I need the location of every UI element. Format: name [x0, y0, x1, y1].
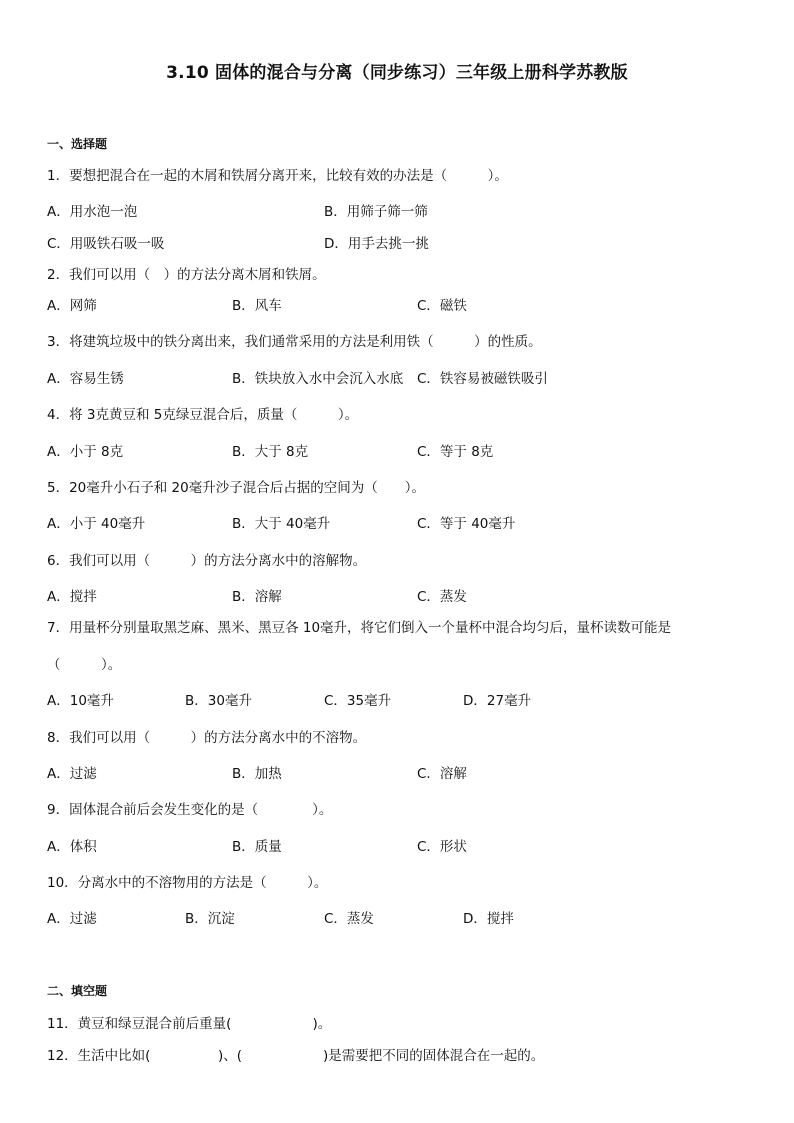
option-b[interactable]: B．沉淀 — [185, 911, 235, 927]
question-2: 2．我们可以用（ ）的方法分离木屑和铁屑。 — [47, 267, 326, 283]
question-10: 10．分离水中的不溶物用的方法是（ ）。 — [47, 875, 328, 891]
page-title: 3.10 固体的混合与分离（同步练习）三年级上册科学苏教版 — [166, 63, 628, 83]
option-b[interactable]: B．大于 40毫升 — [232, 516, 331, 532]
option-a[interactable]: A．用水泡一泡 — [47, 204, 138, 220]
question-5: 5．20毫升小石子和 20毫升沙子混合后占据的空间为（ ）。 — [47, 480, 425, 496]
option-b[interactable]: B．大于 8克 — [232, 444, 309, 460]
question-11: 11．黄豆和绿豆混合前后重量( )。 — [47, 1016, 332, 1032]
question-7: 7．用量杯分别量取黑芝麻、黑米、黑豆各 10毫升，将它们倒入一个量杯中混合均匀后，量杯读数可能是 — [47, 620, 672, 636]
option-a[interactable]: A．小于 8克 — [47, 444, 124, 460]
option-b[interactable]: B．加热 — [232, 766, 282, 782]
option-c[interactable]: C．用吸铁石吸一吸 — [47, 236, 165, 252]
option-c[interactable]: C．蒸发 — [324, 911, 374, 927]
option-a[interactable]: A．过滤 — [47, 911, 97, 927]
option-c[interactable]: C．磁铁 — [417, 298, 467, 314]
option-c[interactable]: C．35毫升 — [324, 693, 392, 709]
section-heading-choice: 一、选择题 — [47, 137, 108, 151]
option-b[interactable]: B．铁块放入水中会沉入水底 — [232, 371, 404, 387]
option-a[interactable]: A．容易生锈 — [47, 371, 124, 387]
question-1: 1．要想把混合在一起的木屑和铁屑分离开来，比较有效的办法是（ ）。 — [47, 168, 508, 184]
question-12: 12．生活中比如( )、( )是需要把不同的固体混合在一起的。 — [47, 1048, 545, 1064]
question-4: 4．将 3克黄豆和 5克绿豆混合后，质量（ ）。 — [47, 407, 359, 423]
question-6: 6．我们可以用（ ）的方法分离水中的溶解物。 — [47, 553, 367, 569]
option-c[interactable]: C．铁容易被磁铁吸引 — [417, 371, 548, 387]
option-b[interactable]: B．风车 — [232, 298, 282, 314]
option-c[interactable]: C．蒸发 — [417, 589, 467, 605]
question-7-continued: （ ）。 — [47, 657, 122, 673]
option-d[interactable]: D．27毫升 — [463, 693, 532, 709]
option-a[interactable]: A．10毫升 — [47, 693, 114, 709]
section-heading-fill: 二、填空题 — [47, 984, 108, 998]
option-a[interactable]: A．网筛 — [47, 298, 97, 314]
question-9: 9．固体混合前后会发生变化的是（ ）。 — [47, 802, 333, 818]
option-d[interactable]: D．搅拌 — [463, 911, 514, 927]
option-a[interactable]: A．体积 — [47, 839, 97, 855]
option-a[interactable]: A．过滤 — [47, 766, 97, 782]
option-b[interactable]: B．30毫升 — [185, 693, 252, 709]
option-a[interactable]: A．小于 40毫升 — [47, 516, 146, 532]
option-d[interactable]: D．用手去挑一挑 — [324, 236, 429, 252]
option-b[interactable]: B．用筛子筛一筛 — [324, 204, 428, 220]
option-c[interactable]: C．溶解 — [417, 766, 467, 782]
option-b[interactable]: B．质量 — [232, 839, 282, 855]
option-c[interactable]: C．形状 — [417, 839, 467, 855]
option-c[interactable]: C．等于 8克 — [417, 444, 494, 460]
question-3: 3．将建筑垃圾中的铁分离出来，我们通常采用的方法是利用铁（ ）的性质。 — [47, 334, 542, 350]
question-8: 8．我们可以用（ ）的方法分离水中的不溶物。 — [47, 730, 367, 746]
option-a[interactable]: A．搅拌 — [47, 589, 97, 605]
option-b[interactable]: B．溶解 — [232, 589, 282, 605]
option-c[interactable]: C．等于 40毫升 — [417, 516, 516, 532]
